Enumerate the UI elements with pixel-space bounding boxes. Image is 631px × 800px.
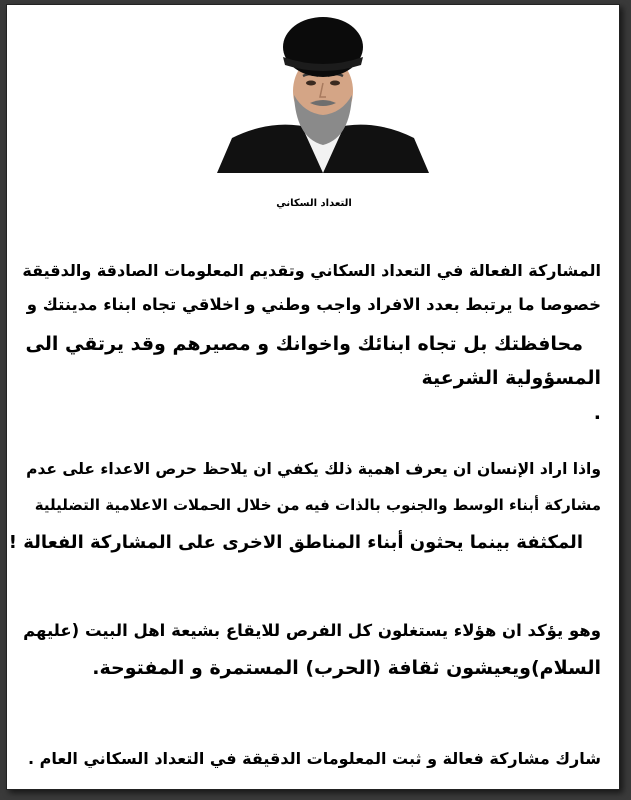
portrait-illustration [212, 13, 434, 173]
paragraph-1-line-4: المسؤولية الشرعية [421, 367, 601, 389]
paragraph-2-line-3: المكثفة بينما يحثون أبناء المناطق الاخرى على المشاركة الفعالة ! [8, 532, 583, 553]
paragraph-1-line-3: محافظتك بل تجاه ابنائك واخوانك و مصيرهم وقد يرتقي الى [25, 333, 583, 355]
paragraph-1-line-2: خصوصا ما يرتبط بعدد الافراد واجب وطني و اخلاقي تجاه ابناء مدينتك و [26, 295, 601, 314]
paragraph-1-line-1: المشاركة الفعالة في التعداد السكاني وتقديم المعلومات الصادقة والدقيقة [22, 261, 601, 280]
paragraph-2-line-1: واذا اراد الإنسان ان يعرف اهمية ذلك يكفي ان يلاحظ حرص الاعداء على عدم [26, 460, 601, 478]
paragraph-3-line-2: السلام)ويعيشون ثقافة (الحرب) المستمرة و المفتوحة. [92, 657, 601, 679]
statement-card [6, 4, 620, 790]
page-title: التعداد السكاني [276, 198, 352, 209]
closing-line: شارك مشاركة فعالة و ثبت المعلومات الدقيقة في التعداد السكاني العام . [28, 749, 601, 768]
paragraph-3-line-1: وهو يؤكد ان هؤلاء يستغلون كل الفرص للايقاع بشيعة اهل البيت (عليهم [23, 621, 601, 640]
paragraph-1-line-5: . [593, 402, 601, 424]
portrait-photo [212, 13, 434, 173]
paragraph-2-line-2: مشاركة أبناء الوسط والجنوب بالذات فيه من خلال الحملات الاعلامية التضليلية [34, 496, 601, 514]
